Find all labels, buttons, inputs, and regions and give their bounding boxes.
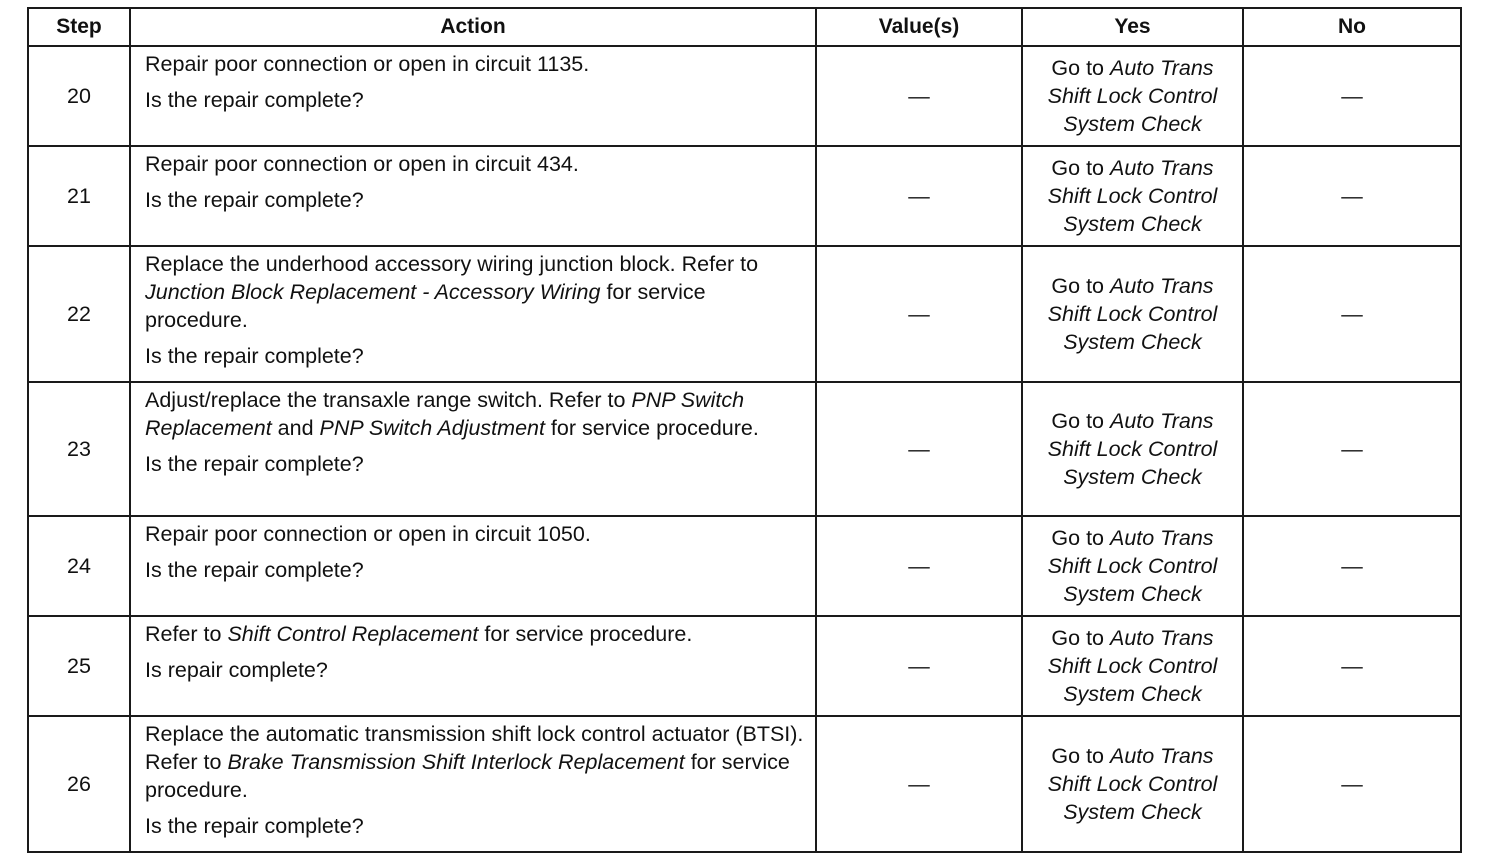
action-text-part: for service procedure. — [145, 280, 706, 332]
yes-cell — [1022, 146, 1243, 246]
value-cell: — — [816, 46, 1022, 146]
yes-goto-text: Go to — [1051, 274, 1110, 298]
value-cell: — — [816, 516, 1022, 616]
yes-cell — [1022, 246, 1243, 382]
yes-goto-text: Go to — [1051, 156, 1110, 180]
action-cell — [130, 716, 816, 852]
no-cell: — — [1243, 516, 1461, 616]
action-text — [145, 50, 805, 78]
header-values: Value(s) — [816, 8, 1022, 46]
yes-goto-reference: Auto Trans Shift Lock Control System Check — [1047, 526, 1218, 606]
step-question: Is the repair complete? — [145, 188, 364, 212]
yes-goto-reference: Auto Trans Shift Lock Control System Check — [1047, 56, 1218, 136]
action-text-part: Replace the automatic transmission shift lock control actuator (BTSI). Refer to — [145, 722, 804, 774]
step-number: 25 — [28, 616, 130, 716]
header-step: Step — [28, 8, 130, 46]
action-cell — [130, 46, 816, 146]
step-question: Is the repair complete? — [145, 344, 364, 368]
header-action: Action — [130, 8, 816, 46]
step-question: Is the repair complete? — [145, 814, 364, 838]
no-cell: — — [1243, 716, 1461, 852]
step-question: Is repair complete? — [145, 658, 328, 682]
header-no: No — [1243, 8, 1461, 46]
no-cell: — — [1243, 246, 1461, 382]
step-number: 23 — [28, 382, 130, 516]
diagnostic-procedure-table — [27, 7, 1462, 853]
step-number: 20 — [28, 46, 130, 146]
yes-goto-text: Go to — [1051, 56, 1110, 80]
yes-goto-reference: Auto Trans Shift Lock Control System Check — [1047, 274, 1218, 354]
table-body — [28, 46, 1461, 852]
step-number: 24 — [28, 516, 130, 616]
action-text-part: Repair poor connection or open in circuit 1135. — [145, 52, 590, 76]
action-text-part: Repair poor connection or open in circuit 434. — [145, 152, 579, 176]
yes-cell — [1022, 46, 1243, 146]
procedure-reference: Brake Transmission Shift Interlock Replacement — [227, 750, 685, 774]
action-text-part: Adjust/replace the transaxle range switch. Refer to — [145, 388, 632, 412]
action-cell — [130, 246, 816, 382]
yes-cell — [1022, 516, 1243, 616]
action-text-part: and — [271, 416, 320, 440]
no-cell: — — [1243, 616, 1461, 716]
table-row — [28, 246, 1461, 382]
yes-cell — [1022, 716, 1243, 852]
yes-goto-reference: Auto Trans Shift Lock Control System Check — [1047, 626, 1218, 706]
action-text-part: for service procedure. — [478, 622, 693, 646]
no-cell: — — [1243, 46, 1461, 146]
action-cell — [130, 382, 816, 516]
action-cell — [130, 516, 816, 616]
yes-goto-reference: Auto Trans Shift Lock Control System Check — [1047, 409, 1218, 489]
table-row — [28, 146, 1461, 246]
procedure-reference: Junction Block Replacement - Accessory Wiring — [145, 280, 601, 304]
yes-goto-text: Go to — [1051, 626, 1110, 650]
table-header-row — [28, 8, 1461, 46]
value-cell: — — [816, 146, 1022, 246]
action-text-part: for service procedure. — [145, 750, 790, 802]
table-row — [28, 516, 1461, 616]
value-cell: — — [816, 716, 1022, 852]
procedure-reference: PNP Switch Replacement — [145, 388, 745, 440]
step-question: Is the repair complete? — [145, 558, 364, 582]
action-text-part: Repair poor connection or open in circuit 1050. — [145, 522, 591, 546]
action-text — [145, 150, 805, 178]
yes-goto-text: Go to — [1051, 744, 1110, 768]
action-text-part: Replace the underhood accessory wiring junction block. Refer to — [145, 252, 759, 276]
step-question: Is the repair complete? — [145, 88, 364, 112]
yes-cell — [1022, 382, 1243, 516]
step-number: 22 — [28, 246, 130, 382]
step-number: 26 — [28, 716, 130, 852]
action-text-part: for service procedure. — [544, 416, 759, 440]
action-text — [145, 520, 805, 548]
table-row — [28, 716, 1461, 852]
yes-goto-reference: Auto Trans Shift Lock Control System Check — [1047, 156, 1218, 236]
step-number: 21 — [28, 146, 130, 246]
header-yes: Yes — [1022, 8, 1243, 46]
action-text — [145, 620, 805, 648]
table-row — [28, 46, 1461, 146]
value-cell: — — [816, 246, 1022, 382]
value-cell: — — [816, 382, 1022, 516]
procedure-reference: PNP Switch Adjustment — [319, 416, 545, 440]
action-cell — [130, 146, 816, 246]
action-text — [145, 386, 805, 442]
action-cell — [130, 616, 816, 716]
step-question: Is the repair complete? — [145, 452, 364, 476]
action-text — [145, 250, 805, 334]
yes-cell — [1022, 616, 1243, 716]
action-text — [145, 720, 805, 804]
action-text-part: Refer to — [145, 622, 228, 646]
yes-goto-text: Go to — [1051, 526, 1110, 550]
yes-goto-reference: Auto Trans Shift Lock Control System Check — [1047, 744, 1218, 824]
yes-goto-text: Go to — [1051, 409, 1110, 433]
table-row — [28, 382, 1461, 516]
no-cell: — — [1243, 146, 1461, 246]
no-cell: — — [1243, 382, 1461, 516]
value-cell: — — [816, 616, 1022, 716]
procedure-reference: Shift Control Replacement — [227, 622, 479, 646]
table-row — [28, 616, 1461, 716]
